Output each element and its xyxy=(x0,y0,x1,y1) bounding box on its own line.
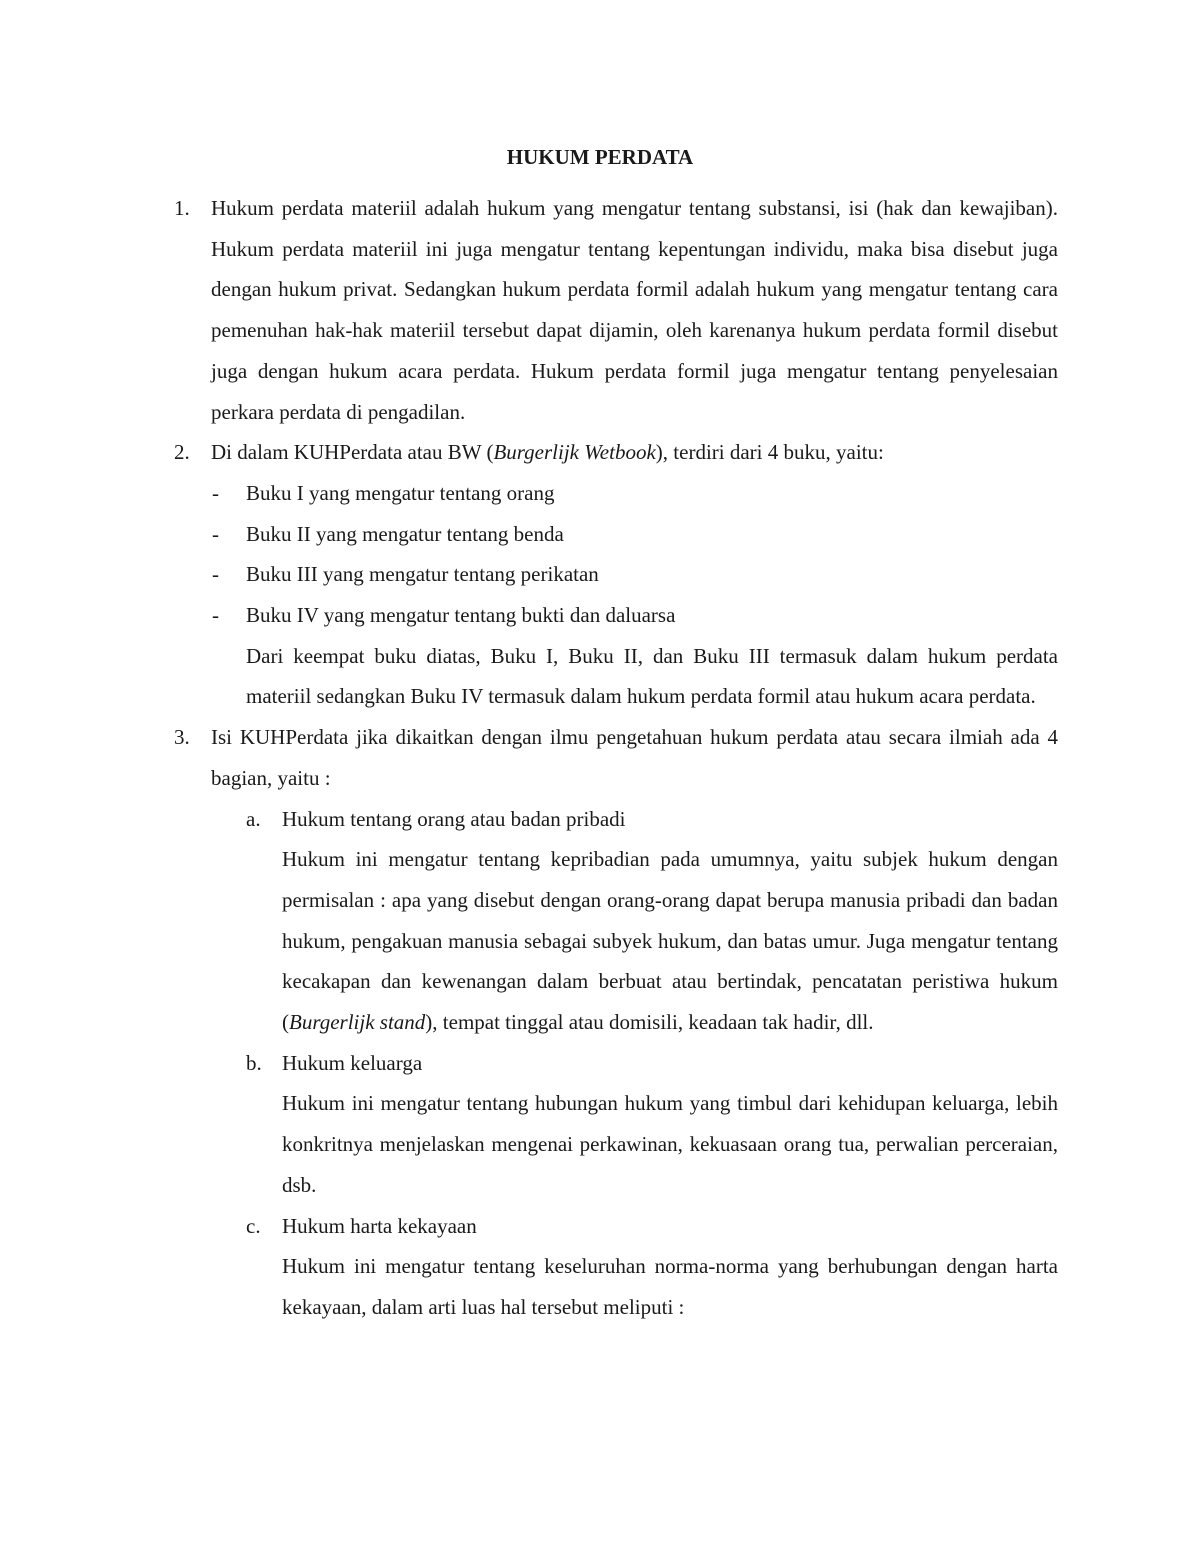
dash-marker: - xyxy=(212,521,219,546)
subitem-heading: Hukum keluarga xyxy=(282,1050,423,1075)
italic-term: Burgerlijk Wetbook xyxy=(493,440,656,465)
paragraph: Isi KUHPerdata jika dikaitkan dengan ilmu pengetahuan hukum perdata atau secara ilmiah ada 4 bagian, yaitu : xyxy=(211,725,1058,790)
book-item-2 xyxy=(0,514,1200,555)
text-run: ), terdiri dari 4 buku, yaitu: xyxy=(655,440,884,465)
list-marker: 3. xyxy=(174,725,190,750)
subitem-b xyxy=(0,1043,1200,1206)
paragraph xyxy=(211,432,1058,473)
letter-marker: a. xyxy=(246,806,261,831)
book-label: Buku IV yang mengatur tentang bukti dan daluarsa xyxy=(246,603,676,628)
dash-marker: - xyxy=(212,603,219,628)
book-item-1 xyxy=(0,473,1200,514)
subitem-description: Hukum ini mengatur tentang hubungan hukum yang timbul dari kehidupan keluarga, lebih konkritnya menjelaskan mengenai perkawinan, kekuasaan orang tua, perwalian perceraian, dsb. xyxy=(282,1091,1058,1197)
subitem-heading: Hukum tentang orang atau badan pribadi xyxy=(282,806,626,831)
list-item-2 xyxy=(0,432,1200,717)
letter-marker: b. xyxy=(246,1050,262,1075)
subitem-heading: Hukum harta kekayaan xyxy=(282,1213,477,1238)
paragraph: Hukum perdata materiil adalah hukum yang mengatur tentang substansi, isi (hak dan kewajiban). Hukum perdata materiil ini juga mengatur tentang kepentungan individu, maka bisa disebut juga dengan hukum privat. Sedangkan hukum perdata formil adalah hukum yang mengatur tentang cara pemenuhan hak-hak materiil tersebut dapat dijamin, oleh karenanya hukum perdata formil disebut juga dengan hukum acara perdata. Hukum perdata formil juga mengatur tentang penyelesaian perkara perdata di pengadilan. xyxy=(211,196,1058,424)
list-item-3 xyxy=(0,717,1200,1328)
dash-marker: - xyxy=(212,480,219,505)
book-label: Buku III yang mengatur tentang perikatan xyxy=(246,562,599,587)
document-body xyxy=(0,188,1200,1328)
book-label: Buku II yang mengatur tentang benda xyxy=(246,521,564,546)
letter-marker: c. xyxy=(246,1213,261,1238)
subitem-a xyxy=(0,799,1200,1043)
book-item-4 xyxy=(0,595,1200,636)
books-summary: Dari keempat buku diatas, Buku I, Buku II, dan Buku III termasuk dalam hukum perdata materiil sedangkan Buku IV termasuk dalam hukum perdata formil atau hukum acara perdata. xyxy=(246,643,1058,709)
list-marker: 1. xyxy=(174,196,190,220)
dash-marker: - xyxy=(212,562,219,587)
page-title: HUKUM PERDATA xyxy=(506,145,694,169)
text-run: Hukum ini mengatur tentang kepribadian pada umumnya, yaitu subjek hukum dengan permisalan : apa yang disebut dengan orang-orang dapat berupa manusia pribadi dan badan hukum, pengakuan manusia sebagai subyek hukum, dan batas umur. Juga mengatur tentang kecakapan dan kewenangan dalam berbuat atau bertindak, pencatatan peristiwa hukum ( xyxy=(282,847,1058,1035)
list-marker: 2. xyxy=(174,440,190,465)
text-run: ), tempat tinggal atau domisili, keadaan tak hadir, dll. xyxy=(425,1010,874,1035)
subitem-description xyxy=(282,839,1058,1043)
italic-term: Burgerlijk stand xyxy=(289,1010,426,1035)
book-item-3 xyxy=(0,554,1200,595)
subitem-c xyxy=(0,1206,1200,1328)
book-label: Buku I yang mengatur tentang orang xyxy=(246,480,555,505)
subitem-description: Hukum ini mengatur tentang keseluruhan norma-norma yang berhubungan dengan harta kekayaan, dalam arti luas hal tersebut meliputi : xyxy=(282,1254,1058,1319)
text-run: Di dalam KUHPerdata atau BW ( xyxy=(211,440,494,465)
list-item-1 xyxy=(0,188,1200,432)
